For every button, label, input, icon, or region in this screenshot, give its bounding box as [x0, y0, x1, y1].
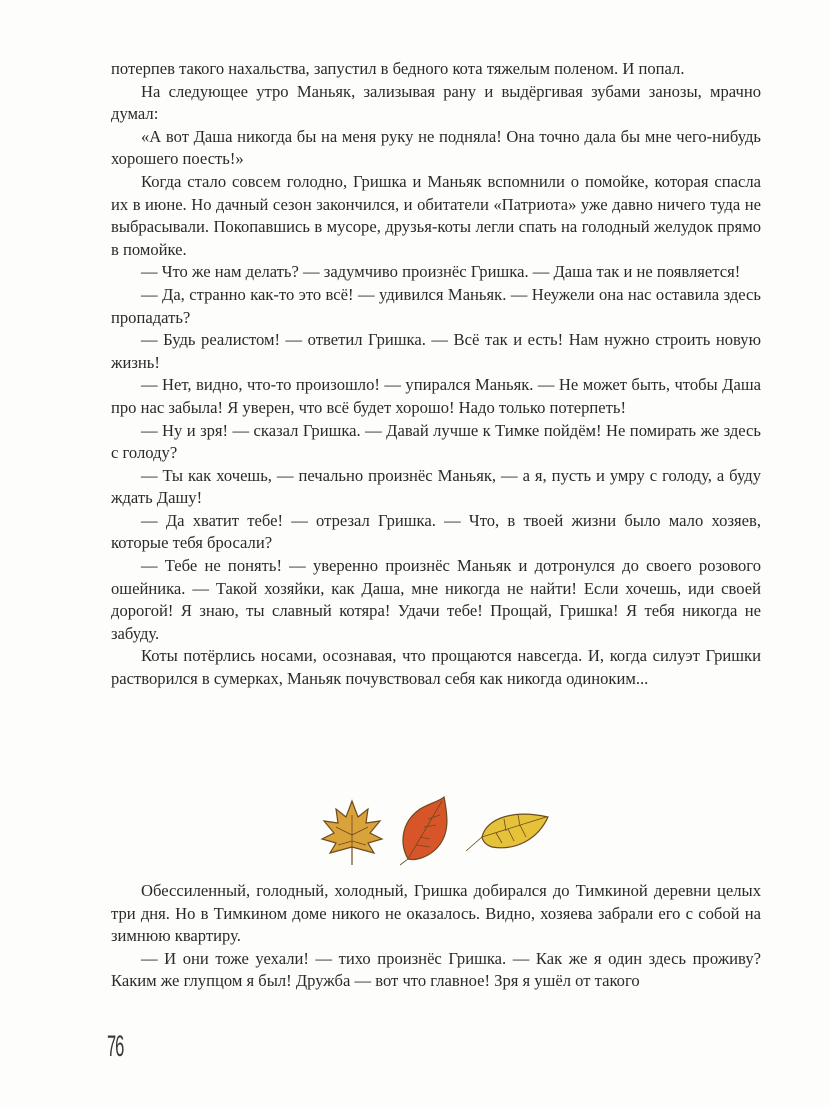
paragraph: — Ты как хочешь, — печально произнёс Маньяк, — а я, пусть и умру с голоду, а буду ждать Дашу!: [111, 465, 761, 508]
paragraph: — Что же нам делать? — задумчиво произнёс Гришка. — Даша так и не появляется!: [141, 262, 741, 282]
paragraph: Когда стало совсем голодно, Гришка и Маньяк вспомнили о помойке, которая спасла их в июне. Но дачный сезон закончился, и обитатели «Патриота» уже давно ничего туда не выбрасывали. Покопавшись в мусоре, друзья-коты легли спать на голодный желудок прямо в помойке.: [111, 171, 761, 259]
red-leaf-icon: [400, 797, 447, 865]
paragraph: потерпев такого нахальства, запустил в бедного кота тяжелым поленом. И попал.: [111, 59, 685, 78]
autumn-leaves-illustration: [316, 795, 556, 867]
paragraph: — Ну и зря! — сказал Гришка. — Давай лучше к Тимке пойдём! Не помирать же здесь с голоду?: [111, 420, 761, 463]
main-text-bottom: [111, 880, 761, 993]
paragraph: — Будь реалистом! — ответил Гришка. — Всё так и есть! Нам нужно строить новую жизнь!: [111, 330, 761, 372]
paragraph: — Да, странно как-то это всё! — удивился Маньяк. — Неужели она нас оставила здесь пропадать?: [111, 284, 761, 327]
yellow-leaf-icon: [466, 814, 548, 851]
paragraph: — Тебе не понять! — уверенно произнёс Маньяк и дотронулся до своего розового ошейника. — Такой хозяйки, как Даша, мне никогда не найти! Если хочешь, иди своей дорогой! Я знаю, ты славный котяра! Удачи тебе! Прощай, Гришка! Я тебя никогда не забуду.: [111, 556, 761, 643]
paragraph: Коты потёрлись носами, осознавая, что прощаются навсегда. И, когда силуэт Гришки растворился в сумерках, Маньяк почувствовал себя как никогда одиноким...: [111, 646, 761, 689]
main-text-top: [111, 58, 761, 691]
paragraph: На следующее утро Маньяк, зализывая рану и выдёргивая зубами занозы, мрачно думал:: [111, 81, 761, 124]
paragraph: — Нет, видно, что-то произошло! — упирался Маньяк. — Не может быть, чтобы Даша про нас забыла! Я уверен, что всё будет хорошо! Надо только потерпеть!: [111, 375, 761, 417]
paragraph: — Да хватит тебе! — отрезал Гришка. — Что, в твоей жизни было мало хозяев, которые тебя бросали?: [111, 510, 761, 553]
page-number: 76: [107, 1030, 124, 1063]
paragraph: — И они тоже уехали! — тихо произнёс Гришка. — Как же я один здесь проживу? Каким же глупцом я был! Дружба — вот что главное! Зря я ушёл от такого: [111, 948, 761, 991]
paragraph: «А вот Даша никогда бы на меня руку не подняла! Она точно дала бы мне чего-нибудь хорошего поесть!»: [111, 126, 761, 169]
paragraph: Обессиленный, голодный, холодный, Гришка добирался до Тимкиной деревни целых три дня. Но в Тимкином доме никого не оказалось. Видно, хозяева забрали его с собой на зимнюю квартиру.: [111, 881, 761, 946]
maple-leaf-icon: [322, 801, 382, 865]
